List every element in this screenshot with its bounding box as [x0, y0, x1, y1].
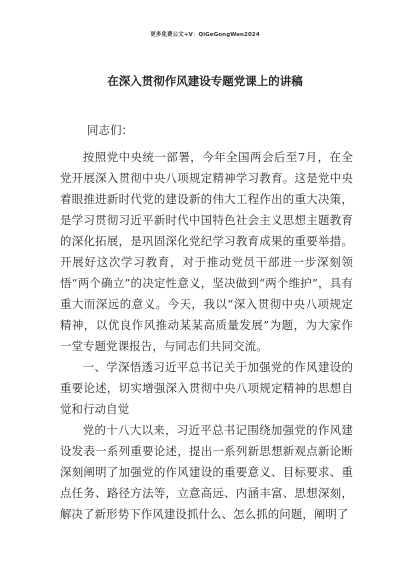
header-note: 更多免费公文+V：QiGeGongWen2024	[150, 32, 260, 38]
paragraph-section-1: 党的十八大以来，习近平总书记围绕加强党的作风建设发表一系列重要论述，提出一系列新思想新观点新论断深刻阐明了加强党的作风建设的重要意义、目标要求、重点任务、路径方法等，立意高远、内涵丰富、思想深刻，解决了新形势下作风建设抓什么、怎么抓的问题，阐明了	[60, 423, 353, 521]
document-title: 在深入贯彻作风建设专题党课上的讲稿	[107, 74, 303, 88]
paragraph-intro: 按照党中央统一部署，今年全国两会后至7月，在全党开展深入贯彻中央八项规定精神学习教育。这是党中央着眼推进新时代党的建设新的伟大工程作出的重大决策，是学习贯彻习近平新时代中国特色社会主义思想主题教育的深化拓展，是巩固深化党纪学习教育成果的重要举措。开展好这次学习教育，对于推动党员干部进一步深刻领悟“两个确立”的决定性意义，坚决做到“两个维护”，具有重大而深远的意义。今天，我以“深入贯彻中央八项规定精神，以优良作风推动某某高质量发展”为题，为大家作一堂专题党课报告，与同志们共同交流。	[60, 150, 353, 353]
salutation: 同志们：	[87, 123, 134, 137]
document-body	[60, 120, 353, 525]
section-heading-1: 一、学深悟透习近平总书记关于加强党的作风建设的重要论述，切实增强深入贯彻中央八项规定精神的思想自觉和行动自觉	[60, 360, 353, 416]
